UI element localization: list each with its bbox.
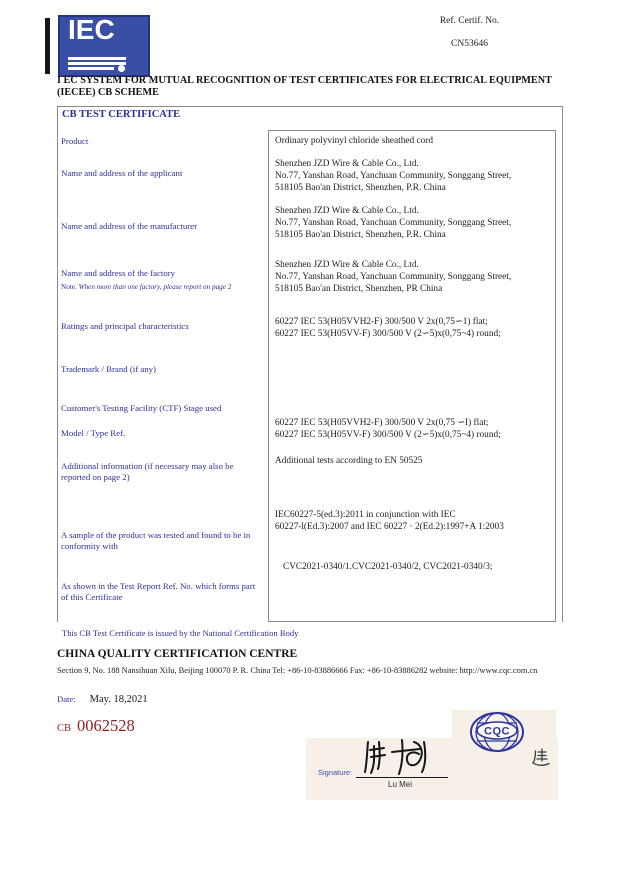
date-row bbox=[57, 694, 148, 705]
iec-logo-line bbox=[68, 57, 126, 60]
signature-label: Signature: bbox=[318, 768, 353, 777]
factory-note bbox=[61, 283, 271, 291]
field-value-additional-info: Additional tests according to EN 50525 bbox=[275, 456, 423, 466]
iec-logo-line bbox=[68, 62, 126, 65]
field-label-conformity: A sample of the product was tested and found to be in conformity with bbox=[61, 530, 251, 551]
manufacturer-address-line: Shenzhen JZD Wire & Cable Co., Ltd. bbox=[275, 206, 419, 216]
field-value-model-type-ref bbox=[275, 417, 551, 441]
factory-address-line: No.77, Yanshan Road, Yanchuan Community, Songgang Street, bbox=[275, 272, 512, 282]
signatory-name: Lu Mei bbox=[388, 780, 413, 789]
factory-note-prefix: Note. bbox=[61, 283, 77, 291]
field-value-ratings bbox=[275, 316, 551, 340]
factory-address-line: 518105 Bao'an District, Shenzhen, PR China bbox=[275, 284, 443, 294]
iec-logo-bar bbox=[45, 18, 50, 74]
field-label-ctf-stage: Customer's Testing Facility (CTF) Stage used bbox=[61, 403, 222, 413]
field-label-additional-info: Additional information (if necessary may also be reported on page 2) bbox=[61, 461, 234, 482]
certification-body-address: Section 9, No. 188 Nansihuan Xilu, Beijing 100070 P. R. China Tel: +86-10-83886666 Fax: +86-10-83886282 website: http://www.cqc.com.cn bbox=[57, 666, 538, 675]
applicant-address-line: 518105 Bao'an District, Shenzhen, P.R. China bbox=[275, 183, 446, 193]
iec-logo bbox=[45, 15, 157, 77]
field-value-test-report: CVC2021-0340/1.CVC2021-0340/2, CVC2021-0340/3; bbox=[283, 562, 493, 572]
field-label-factory: Name and address of the factory bbox=[61, 268, 176, 278]
conformity-line: IEC60227-5(ed.3):2011 in conjunction with IEC bbox=[275, 510, 456, 520]
applicant-address-line: Shenzhen JZD Wire & Cable Co., Ltd. bbox=[275, 159, 419, 169]
ref-certificate-block bbox=[392, 16, 547, 49]
ratings-line: 60227 IEC 53(H05VVH2-F) 300/500 V 2x(0,75∽1) flat; bbox=[275, 317, 488, 327]
cqc-logo bbox=[468, 711, 526, 755]
field-label-applicant: Name and address of the applicant bbox=[61, 168, 183, 178]
iec-logo-dot bbox=[118, 65, 125, 72]
ref-certif-no-label: Ref. Certif. No. bbox=[439, 16, 500, 26]
certification-body-name: CHINA QUALITY CERTIFICATION CENTRE bbox=[57, 648, 298, 660]
applicant-address-line: No.77, Yanshan Road, Yanchuan Community, Songgang Street, bbox=[275, 171, 512, 181]
model-line: 60227 IEC 53(H05VV-F) 300/500 V (2∽5)x(0,75~4) round; bbox=[275, 430, 501, 440]
certificate-values-box bbox=[268, 130, 556, 622]
scheme-title: I EC SYSTEM FOR MUTUAL RECOGNITION OF TEST CERTIFICATES FOR ELECTRICAL EQUIPMENT (IECEE) CB SCHEME bbox=[57, 75, 552, 98]
iec-logo-box bbox=[58, 15, 150, 77]
factory-address-line: Shenzhen JZD Wire & Cable Co., Ltd. bbox=[275, 260, 419, 270]
model-line: 60227 IEC 53(H05VVH2-F) 300/500 V 2x(0,75 ∽I) flat; bbox=[275, 418, 489, 428]
date-label: Date: bbox=[57, 694, 76, 704]
field-value-manufacturer bbox=[275, 205, 551, 241]
handwritten-signature bbox=[358, 736, 446, 776]
field-label-trademark: Trademark / Brand (if any) bbox=[61, 364, 156, 374]
date-value: May. 18,2021 bbox=[89, 694, 148, 705]
field-label-ratings: Ratings and principal characteristics bbox=[61, 321, 189, 331]
field-label-product: Product bbox=[61, 136, 89, 146]
field-label-manufacturer: Name and address of the manufacturer bbox=[61, 221, 198, 231]
manufacturer-address-line: No.77, Yanshan Road, Yanchuan Community, Songgang Street, bbox=[275, 218, 512, 228]
factory-note-text: When more than one factory, please report on page 2 bbox=[78, 283, 232, 291]
field-value-conformity bbox=[275, 509, 551, 533]
cqc-logo-text: CQC bbox=[484, 725, 510, 738]
ref-certif-number: CN53646 bbox=[451, 39, 488, 49]
stamp-character-icon bbox=[531, 747, 551, 767]
certificate-title: CB TEST CERTIFICATE bbox=[62, 109, 181, 120]
cb-number: 0062528 bbox=[77, 716, 135, 735]
field-value-product: Ordinary polyvinyl chloride sheathed cord bbox=[275, 136, 434, 146]
field-label-test-report: As shown in the Test Report Ref. No. which forms part of this Certificate bbox=[61, 581, 256, 602]
iec-logo-text: IEC bbox=[68, 14, 115, 45]
field-value-factory bbox=[275, 259, 551, 295]
manufacturer-address-line: 518105 Bao'an District, Shenzhen, P.R. China bbox=[275, 230, 446, 240]
cb-prefix: CB bbox=[57, 723, 72, 734]
field-value-applicant bbox=[275, 158, 551, 194]
cb-certificate-number bbox=[57, 716, 135, 736]
iec-logo-line bbox=[68, 67, 114, 70]
issued-by-statement: This CB Test Certificate is issued by the National Certification Body bbox=[62, 628, 299, 638]
ratings-line: 60227 IEC 53(H05VV-F) 300/500 V (2∽5)x(0,75~4) round; bbox=[275, 329, 501, 339]
conformity-line: 60227-l(Ed.3):2007 and IEC 60227 · 2(Ed.2):1997+A 1:2003 bbox=[275, 522, 504, 532]
signature-line bbox=[356, 777, 448, 778]
field-label-model-type-ref: Model / Type Ref. bbox=[61, 428, 126, 438]
